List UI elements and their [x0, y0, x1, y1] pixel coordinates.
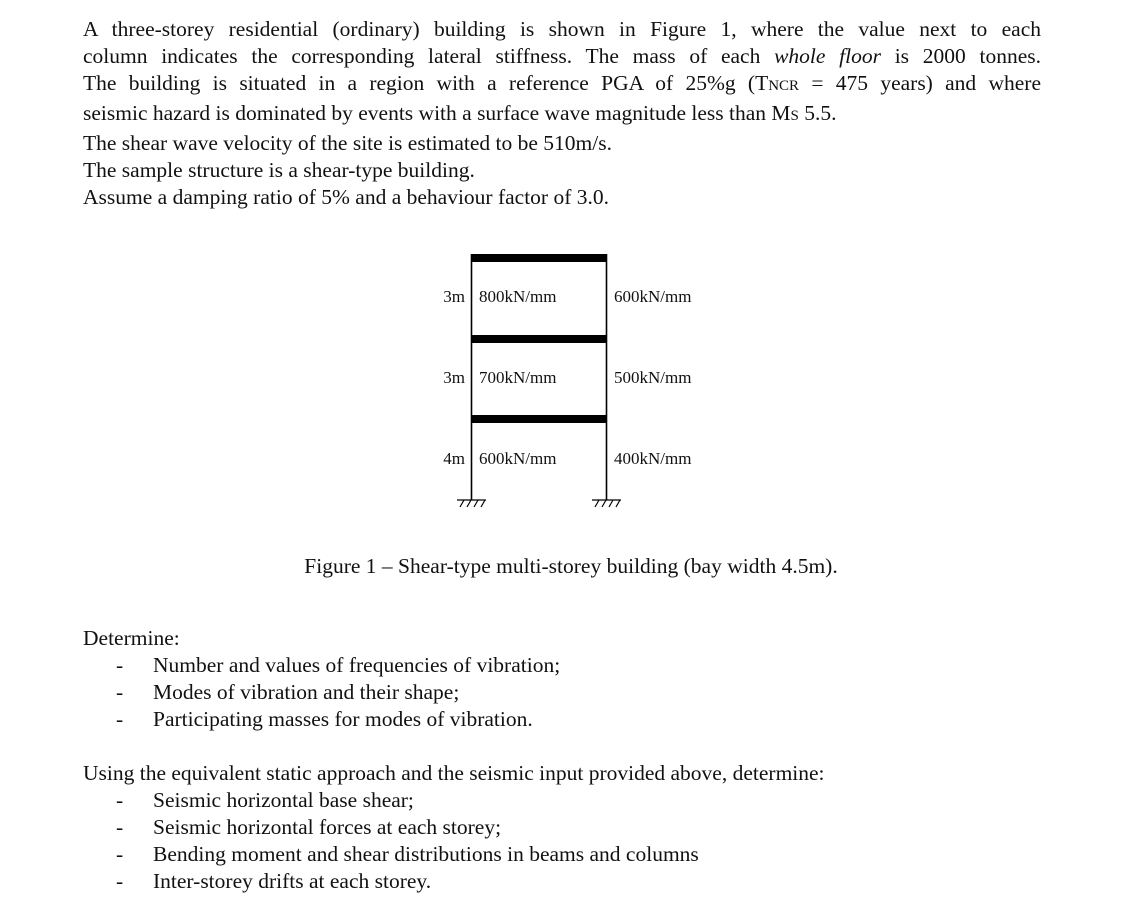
list-dash: -	[116, 680, 124, 704]
list-item-text: Bending moment and shear distributions in beams and columns	[153, 842, 699, 866]
first-floor-beam	[471, 415, 607, 423]
left-fixed-support-icon	[457, 500, 486, 507]
intro-line-1: A three-storey residential (ordinary) building is shown in Figure 1, where the value next to each	[83, 17, 1041, 41]
list-item	[83, 814, 825, 841]
storey-3-left-stiffness: 800kN/mm	[479, 287, 557, 306]
static-list	[83, 787, 825, 895]
intro-emphasis: whole floor	[774, 44, 881, 68]
storey-2-height: 3m	[443, 368, 465, 387]
storey-3-height: 3m	[443, 287, 465, 306]
list-dash: -	[116, 788, 124, 812]
storey-1-right-stiffness: 400kN/mm	[614, 449, 692, 468]
list-item	[83, 706, 560, 733]
list-item	[83, 679, 560, 706]
figure-caption: Figure 1 – Shear-type multi-storey building (bay width 4.5m).	[304, 554, 838, 578]
list-item	[83, 868, 825, 895]
list-dash: -	[116, 869, 124, 893]
list-item-text: Seismic horizontal forces at each storey;	[153, 815, 502, 839]
tncr-subscript: NCR	[768, 78, 800, 94]
list-item	[83, 787, 825, 814]
second-floor-beam	[471, 335, 607, 343]
list-dash: -	[116, 842, 124, 866]
list-item-text: Seismic horizontal base shear;	[153, 788, 414, 812]
determine-heading: Determine:	[83, 626, 180, 650]
intro-line-2-text: column indicates the corresponding lateral stiffness. The mass of each	[83, 44, 775, 68]
list-dash: -	[116, 653, 124, 677]
intro-line-3-end: = 475 years) and where	[799, 71, 1041, 95]
storey-2-right-stiffness: 500kN/mm	[614, 368, 692, 387]
storey-labels	[443, 287, 691, 468]
list-item-text: Modes of vibration and their shape;	[153, 680, 460, 704]
ms-subscript: S	[790, 108, 799, 124]
storey-2-left-stiffness: 700kN/mm	[479, 368, 557, 387]
list-item	[83, 841, 825, 868]
list-item-text: Number and values of frequencies of vibration;	[153, 653, 561, 677]
intro-line-2-end: is 2000 tonnes.	[880, 44, 1041, 68]
intro-line-3-text: The building is situated in a region with a reference PGA of 25%g (T	[83, 71, 769, 95]
storey-3-right-stiffness: 600kN/mm	[614, 287, 692, 306]
intro-line-6: The sample structure is a shear-type building.	[83, 158, 475, 182]
intro-line-4-end: 5.5.	[798, 101, 837, 125]
intro-line-4-text: seismic hazard is dominated by events with a surface wave magnitude less than M	[83, 101, 791, 125]
storey-1-height: 4m	[443, 449, 465, 468]
list-item-text: Inter-storey drifts at each storey.	[153, 869, 432, 893]
storey-1-left-stiffness: 600kN/mm	[479, 449, 557, 468]
list-item-text: Participating masses for modes of vibration.	[153, 707, 533, 731]
list-dash: -	[116, 707, 124, 731]
intro-line-7: Assume a damping ratio of 5% and a behaviour factor of 3.0.	[83, 185, 609, 209]
determine-section	[83, 625, 560, 733]
right-fixed-support-icon	[592, 500, 621, 507]
intro-line-5: The shear wave velocity of the site is estimated to be 510m/s.	[83, 131, 612, 155]
determine-list	[83, 652, 560, 733]
static-heading: Using the equivalent static approach and the seismic input provided above, determine:	[83, 761, 825, 785]
roof-beam	[471, 254, 607, 262]
list-item	[83, 652, 560, 679]
static-analysis-section	[83, 760, 825, 895]
list-dash: -	[116, 815, 124, 839]
